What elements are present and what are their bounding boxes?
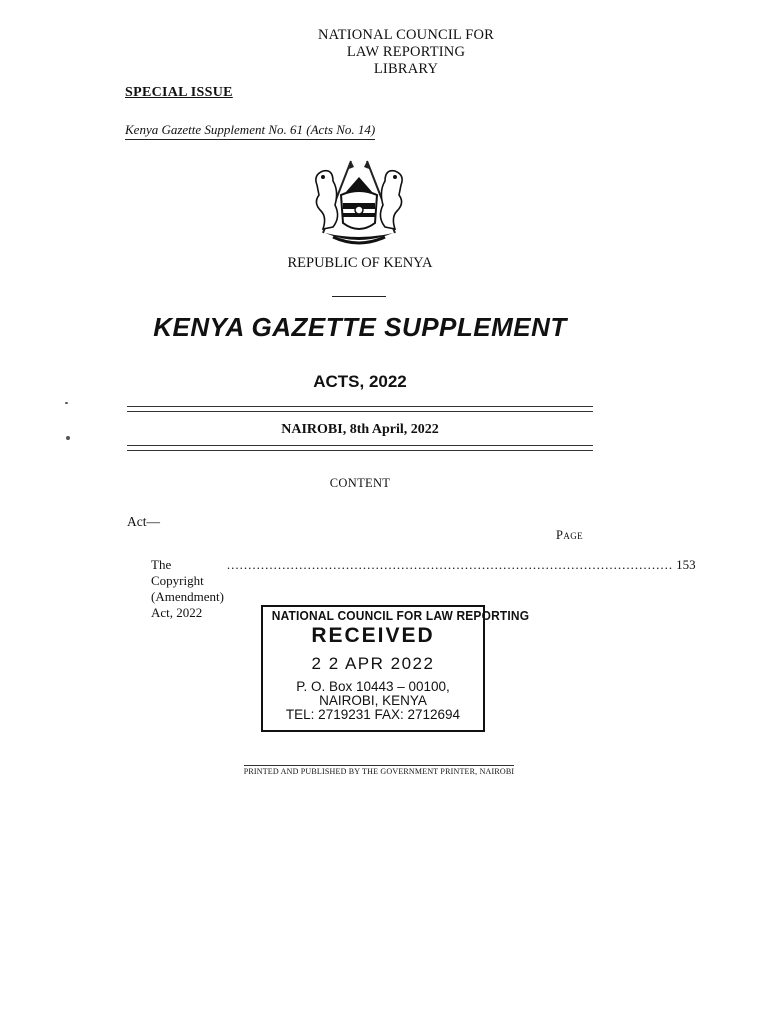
double-rule <box>127 445 593 451</box>
kenya-coat-of-arms-icon <box>305 155 413 250</box>
header-line: NATIONAL COUNCIL FOR <box>317 27 495 43</box>
scan-speck <box>65 402 68 404</box>
acts-heading: ACTS, 2022 <box>313 372 407 391</box>
double-rule <box>127 406 593 412</box>
header-line: LIBRARY <box>373 61 439 77</box>
dateline: NAIROBI, 8th April, 2022 <box>281 422 439 437</box>
toc-leader-dots: ......................................................................................................... <box>226 557 674 572</box>
stamp-org: NATIONAL COUNCIL FOR LAW REPORTING <box>271 608 530 623</box>
scan-speck <box>66 436 70 440</box>
printer-footer <box>0 767 768 776</box>
page-title: KENYA GAZETTE SUPPLEMENT <box>153 312 567 342</box>
printer-footer-text: PRINTED AND PUBLISHED BY THE GOVERNMENT PRINTER, NAIROBI <box>243 767 515 776</box>
stamp-address-line: NAIROBI, KENYA <box>319 693 427 708</box>
stamp-address-line: P. O. Box 10443 – 00100, <box>296 679 450 694</box>
stamp-address-line: TEL: 2719231 FAX: 2712694 <box>285 707 461 722</box>
stamp-address <box>263 680 483 722</box>
page-column-label: Page <box>556 528 584 542</box>
special-issue-label: SPECIAL ISSUE <box>125 85 233 100</box>
toc-entry-page: 153 <box>676 557 696 572</box>
header-line: LAW REPORTING <box>346 44 466 60</box>
content-heading: CONTENT <box>329 476 391 490</box>
republic-label: REPUBLIC OF KENYA <box>287 255 433 271</box>
library-header <box>0 27 768 78</box>
stamp-date: 2 2 APR 2022 <box>311 654 435 673</box>
toc-entry-title: The Copyright (Amendment) Act, 2022 <box>151 557 224 620</box>
stamp-status: RECEIVED <box>311 624 435 647</box>
act-label: Act— <box>127 514 160 529</box>
received-stamp <box>261 605 530 732</box>
divider <box>332 296 386 297</box>
supplement-reference: Kenya Gazette Supplement No. 61 (Acts No. 14) <box>125 122 375 140</box>
